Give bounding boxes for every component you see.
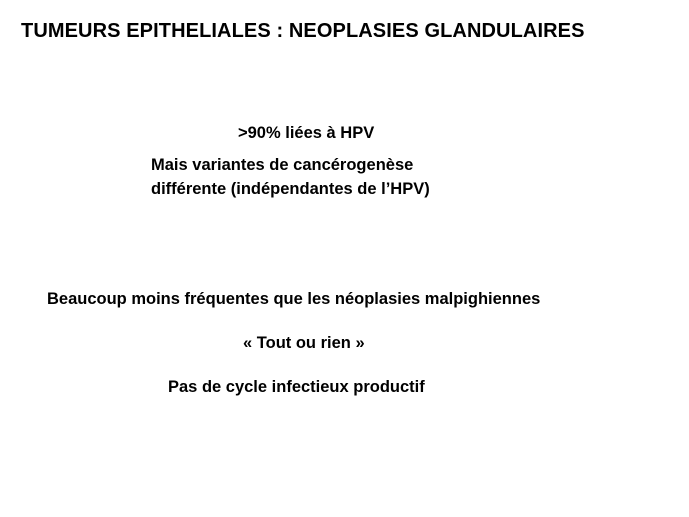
statement-no-productive-cycle: Pas de cycle infectieux productif — [168, 378, 425, 396]
statement-hpv-percentage: >90% liées à HPV — [238, 124, 375, 142]
slide-title: TUMEURS EPITHELIALES : NEOPLASIES GLANDULAIRES — [21, 20, 585, 42]
statement-carcinogenesis-variants-line2: différente (indépendantes de l’HPV) — [151, 180, 430, 198]
statement-frequency: Beaucoup moins fréquentes que les néoplasies malpighiennes — [47, 290, 541, 308]
statement-all-or-nothing: « Tout ou rien » — [243, 334, 365, 352]
statement-carcinogenesis-variants-line1: Mais variantes de cancérogenèse — [151, 156, 414, 174]
